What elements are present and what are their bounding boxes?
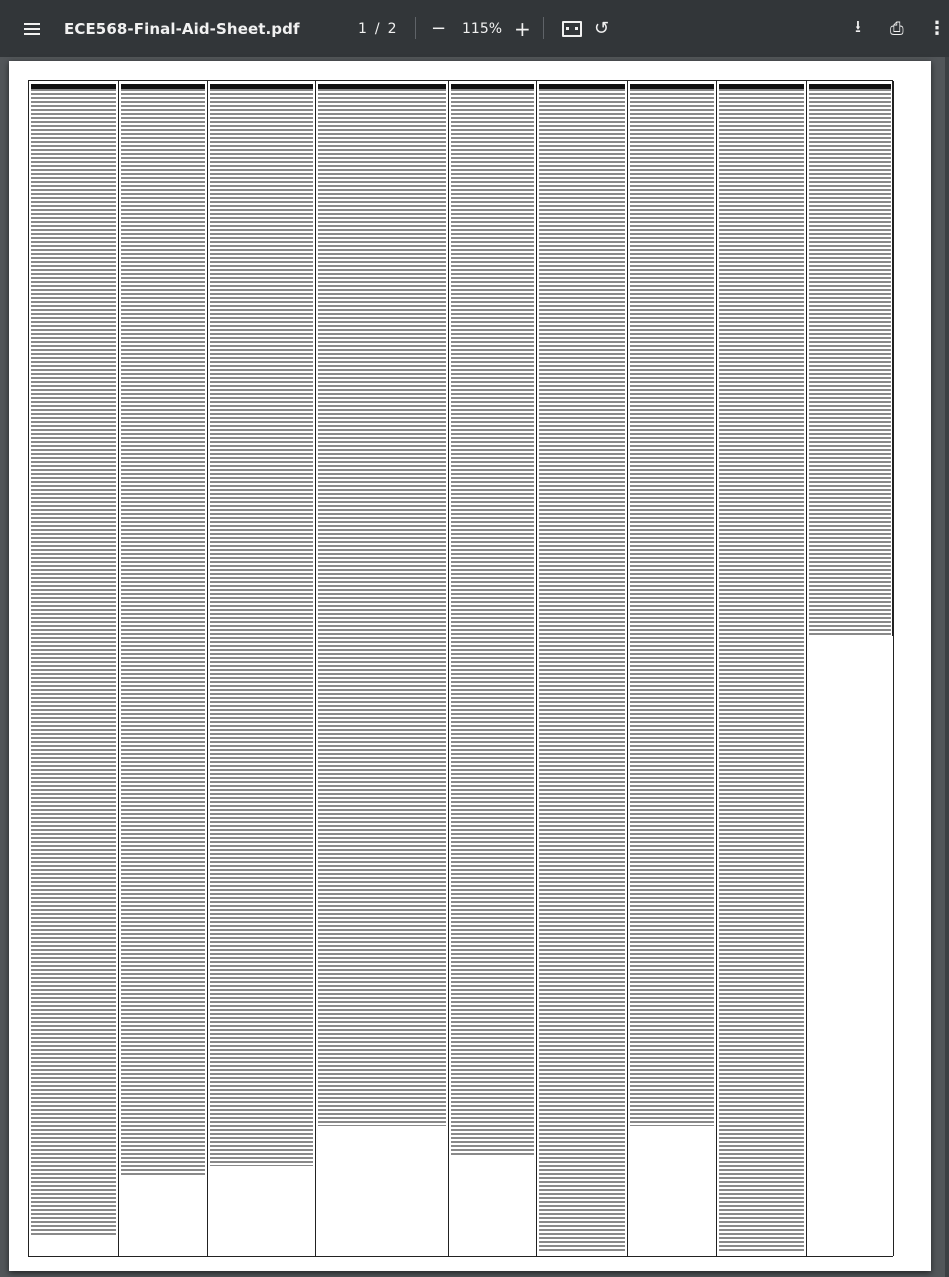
zoom-out-button[interactable] bbox=[431, 0, 446, 57]
column-empty-space bbox=[807, 636, 893, 1256]
plus-icon: + bbox=[514, 16, 531, 41]
minus-icon: − bbox=[431, 18, 447, 39]
column-empty-space bbox=[628, 1126, 716, 1256]
pdf-page bbox=[9, 61, 931, 1271]
text-column bbox=[208, 81, 316, 1256]
print-icon: ⎙ bbox=[890, 18, 904, 39]
zoom-level-input[interactable]: 115% bbox=[462, 20, 503, 37]
column-header-bar bbox=[31, 84, 116, 89]
column-header-bar bbox=[210, 84, 313, 89]
pdf-toolbar bbox=[0, 0, 949, 57]
column-empty-space bbox=[29, 1236, 118, 1256]
text-column bbox=[537, 81, 628, 1256]
text-column bbox=[119, 81, 208, 1256]
column-header-bar bbox=[719, 84, 804, 89]
column-empty-space bbox=[316, 1126, 448, 1256]
rotate-button[interactable] bbox=[594, 0, 609, 57]
scrollbar[interactable] bbox=[945, 57, 949, 1277]
more-vert-icon: ⋮ bbox=[928, 18, 946, 39]
column-empty-space bbox=[119, 1176, 207, 1256]
toolbar-divider bbox=[543, 17, 544, 39]
text-column bbox=[807, 81, 894, 1256]
download-button[interactable] bbox=[855, 0, 861, 57]
hamburger-menu-icon bbox=[24, 20, 40, 38]
fit-to-page-icon bbox=[562, 21, 582, 37]
column-header-bar bbox=[630, 84, 714, 89]
column-header-bar bbox=[539, 84, 625, 89]
zoom-in-button[interactable] bbox=[514, 0, 531, 57]
aid-sheet-columns bbox=[28, 80, 893, 1257]
text-column bbox=[29, 81, 119, 1256]
column-header-bar bbox=[451, 84, 534, 89]
print-button[interactable] bbox=[890, 0, 904, 57]
column-header-bar bbox=[318, 84, 446, 89]
text-column bbox=[449, 81, 537, 1256]
total-pages: 2 bbox=[387, 20, 397, 37]
page-separator: / bbox=[374, 20, 380, 37]
pdf-viewport[interactable] bbox=[0, 57, 949, 1277]
text-column bbox=[316, 81, 449, 1256]
menu-button[interactable] bbox=[24, 0, 40, 57]
current-page-input[interactable]: 1 bbox=[358, 20, 367, 37]
document-title: ECE568-Final-Aid-Sheet.pdf bbox=[64, 19, 300, 38]
fit-to-page-button[interactable] bbox=[562, 0, 582, 57]
text-column bbox=[628, 81, 717, 1256]
column-empty-space bbox=[208, 1166, 315, 1256]
column-header-bar bbox=[121, 84, 205, 89]
download-icon: ⭳ bbox=[855, 17, 861, 37]
more-actions-button[interactable] bbox=[928, 0, 946, 57]
column-empty-space bbox=[449, 1156, 536, 1256]
column-header-bar bbox=[809, 84, 891, 89]
toolbar-divider bbox=[415, 17, 416, 39]
page-indicator bbox=[354, 0, 401, 57]
text-column bbox=[717, 81, 807, 1256]
rotate-icon: ↺ bbox=[594, 18, 610, 39]
